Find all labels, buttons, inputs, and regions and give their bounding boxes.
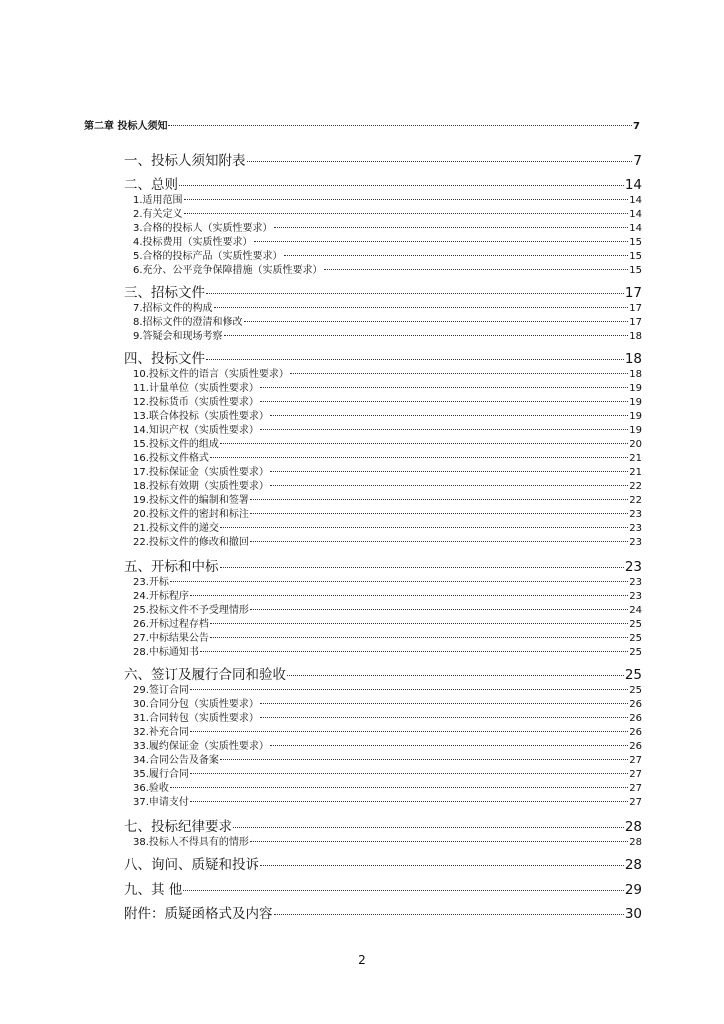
toc-page: 27 [629, 769, 642, 780]
dot-leader [290, 373, 628, 374]
toc-page: 21 [629, 467, 642, 478]
toc-page: 18 [629, 369, 642, 380]
toc-page: 27 [629, 755, 642, 766]
toc-item-12[interactable] [133, 393, 642, 408]
toc-page: 26 [629, 713, 642, 724]
toc-item-10[interactable] [133, 365, 642, 380]
dot-leader [170, 581, 628, 582]
toc-page: 18 [624, 351, 642, 367]
dot-leader [184, 199, 629, 200]
toc-label: 38.投标人不得具有的情形 [133, 837, 249, 848]
toc-label: 9.答疑会和现场考察 [133, 331, 223, 342]
toc-item-35[interactable] [133, 765, 642, 780]
toc-item-26[interactable] [133, 615, 642, 630]
toc-page: 19 [629, 383, 642, 394]
toc-page: 23 [629, 577, 642, 588]
toc-item-27[interactable] [133, 629, 642, 644]
toc-item-11[interactable] [133, 379, 642, 394]
toc-page: 26 [629, 741, 642, 752]
toc-label: 8.招标文件的澄清和修改 [133, 317, 243, 328]
toc-label: 11.计量单位（实质性要求） [133, 383, 259, 394]
dot-leader [260, 703, 628, 704]
dot-leader [270, 745, 628, 746]
toc-page: 19 [629, 425, 642, 436]
dot-leader [168, 125, 632, 126]
toc-label: 36.验收 [133, 783, 169, 794]
dot-leader [274, 914, 624, 915]
toc-page: 29 [624, 882, 642, 898]
toc-page: 19 [629, 411, 642, 422]
toc-page: 17 [629, 317, 642, 328]
toc-label: 33.履约保证金（实质性要求） [133, 741, 269, 752]
toc-item-4[interactable] [133, 233, 642, 248]
dot-leader [184, 213, 629, 214]
dot-leader [260, 717, 628, 718]
toc-label: 16.投标文件格式 [133, 453, 209, 464]
toc-section-2[interactable] [124, 173, 642, 193]
toc-page: 19 [629, 397, 642, 408]
dot-leader [220, 527, 628, 528]
toc-label: 第二章 投标人须知 [84, 121, 168, 132]
dot-leader [260, 401, 628, 402]
dot-leader [250, 841, 628, 842]
toc-item-36[interactable] [133, 779, 642, 794]
toc-label: 一、投标人须知附表 [124, 153, 246, 169]
dot-leader [200, 651, 628, 652]
toc-section-5[interactable] [124, 555, 642, 575]
dot-leader [250, 609, 628, 610]
dot-leader [190, 773, 628, 774]
toc-appendix[interactable] [124, 902, 642, 922]
toc-page: 26 [629, 699, 642, 710]
toc-label: 九、其 他 [124, 882, 183, 898]
toc-section-9[interactable] [124, 878, 642, 898]
toc-item-14[interactable] [133, 421, 642, 436]
toc-label: 31.合同转包（实质性要求） [133, 713, 259, 724]
toc-label: 八、询问、质疑和投诉 [124, 857, 259, 873]
dot-leader [244, 321, 629, 322]
toc-label: 1.适用范围 [133, 195, 183, 206]
toc-section-4[interactable] [124, 347, 642, 367]
toc-item-38[interactable] [133, 833, 642, 848]
toc-label: 7.招标文件的构成 [133, 303, 213, 314]
toc-page: 17 [624, 285, 642, 301]
dot-leader [260, 429, 628, 430]
dot-leader [270, 471, 628, 472]
toc-page: 25 [629, 647, 642, 658]
dot-leader [220, 759, 628, 760]
dot-leader [206, 359, 624, 360]
toc-label: 20.投标文件的密封和标注 [133, 509, 249, 520]
toc-label: 12.投标货币（实质性要求） [133, 397, 259, 408]
toc-page: 30 [624, 906, 642, 922]
dot-leader [190, 731, 628, 732]
toc-label: 二、总则 [124, 177, 178, 193]
toc-section-7[interactable] [124, 815, 642, 835]
toc-item-33[interactable] [133, 737, 642, 752]
toc-item-15[interactable] [133, 435, 642, 450]
toc-item-32[interactable] [133, 723, 642, 738]
toc-page: 28 [624, 857, 642, 873]
dot-leader [284, 255, 629, 256]
toc-page: 15 [629, 265, 642, 276]
toc-item-22[interactable] [133, 533, 642, 548]
toc-label: 10.投标文件的语言（实质性要求） [133, 369, 289, 380]
dot-leader [247, 161, 633, 162]
toc-label: 29.签订合同 [133, 685, 189, 696]
toc-page: 25 [624, 667, 642, 683]
toc-item-24[interactable] [133, 587, 642, 602]
toc-section-8[interactable] [124, 853, 642, 873]
toc-page: 14 [629, 223, 642, 234]
dot-leader [287, 675, 624, 676]
toc-label: 15.投标文件的组成 [133, 439, 219, 450]
toc-label: 四、投标文件 [124, 351, 205, 367]
toc-label: 19.投标文件的编制和签署 [133, 495, 249, 506]
dot-leader [233, 827, 624, 828]
dot-leader [179, 185, 624, 186]
toc-label: 17.投标保证金（实质性要求） [133, 467, 269, 478]
toc-item-6[interactable] [133, 261, 642, 276]
toc-page: 20 [629, 439, 642, 450]
toc-label: 28.中标通知书 [133, 647, 199, 658]
toc-chapter-2[interactable] [84, 117, 640, 132]
page-number: 2 [358, 953, 366, 967]
dot-leader [220, 567, 624, 568]
dot-leader [206, 293, 624, 294]
toc-item-19[interactable] [133, 491, 642, 506]
toc-label: 35.履行合同 [133, 769, 189, 780]
toc-item-20[interactable] [133, 505, 642, 520]
toc-label: 附件：质疑函格式及内容 [124, 906, 273, 922]
toc-label: 23.开标 [133, 577, 169, 588]
toc-page: 23 [624, 559, 642, 575]
dot-leader [260, 387, 628, 388]
toc-page: 14 [624, 177, 642, 193]
toc-label: 五、开标和中标 [124, 559, 219, 575]
toc-section-1[interactable] [124, 149, 642, 169]
toc-label: 三、招标文件 [124, 285, 205, 301]
dot-leader [224, 335, 629, 336]
toc-label: 22.投标文件的修改和撤回 [133, 537, 249, 548]
toc-item-21[interactable] [133, 519, 642, 534]
dot-leader [214, 307, 629, 308]
toc-page: 26 [629, 727, 642, 738]
dot-leader [170, 787, 628, 788]
toc-label: 6.充分、公平竞争保障措施（实质性要求） [133, 265, 323, 276]
dot-leader [183, 890, 624, 891]
dot-leader [260, 865, 624, 866]
toc-page: 21 [629, 453, 642, 464]
toc-label: 21.投标文件的递交 [133, 523, 219, 534]
toc-item-9[interactable] [133, 327, 642, 342]
toc-label: 37.申请支付 [133, 797, 189, 808]
toc-label: 13.联合体投标（实质性要求） [133, 411, 269, 422]
toc-page: 18 [629, 331, 642, 342]
toc-label: 30.合同分包（实质性要求） [133, 699, 259, 710]
toc-label: 七、投标纪律要求 [124, 819, 232, 835]
toc-page: 25 [629, 619, 642, 630]
toc-page: 25 [629, 633, 642, 644]
toc-label: 32.补充合同 [133, 727, 189, 738]
dot-leader [250, 541, 628, 542]
toc-item-31[interactable] [133, 709, 642, 724]
dot-leader [210, 637, 628, 638]
toc-page: 25 [629, 685, 642, 696]
toc-label: 25.投标文件不予受理情形 [133, 605, 249, 616]
dot-leader [270, 485, 628, 486]
toc-item-28[interactable] [133, 643, 642, 658]
toc-page: 24 [629, 605, 642, 616]
toc-item-2[interactable] [133, 205, 642, 220]
toc-label: 4.投标费用（实质性要求） [133, 237, 253, 248]
toc-item-1[interactable] [133, 191, 642, 206]
toc-page: 14 [629, 195, 642, 206]
toc-page: 22 [629, 495, 642, 506]
toc-item-7[interactable] [133, 299, 642, 314]
toc-item-17[interactable] [133, 463, 642, 478]
toc-item-23[interactable] [133, 573, 642, 588]
toc-item-8[interactable] [133, 313, 642, 328]
toc-page: 23 [629, 591, 642, 602]
dot-leader [190, 801, 628, 802]
toc-label: 26.开标过程存档 [133, 619, 209, 630]
toc-item-25[interactable] [133, 601, 642, 616]
toc-page: 23 [629, 509, 642, 520]
toc-page: 27 [629, 783, 642, 794]
toc-item-16[interactable] [133, 449, 642, 464]
toc-item-34[interactable] [133, 751, 642, 766]
toc-item-13[interactable] [133, 407, 642, 422]
dot-leader [250, 499, 628, 500]
toc-page: 22 [629, 481, 642, 492]
toc-item-18[interactable] [133, 477, 642, 492]
toc-page: 27 [629, 797, 642, 808]
dot-leader [254, 241, 629, 242]
toc-page: 28 [629, 837, 642, 848]
toc-page: 17 [629, 303, 642, 314]
toc-label: 2.有关定义 [133, 209, 183, 220]
toc-section-3[interactable] [124, 281, 642, 301]
toc-page: 23 [629, 537, 642, 548]
toc-item-37[interactable] [133, 793, 642, 808]
toc-label: 14.知识产权（实质性要求） [133, 425, 259, 436]
toc-label: 5.合格的投标产品（实质性要求） [133, 251, 283, 262]
toc-page: 15 [629, 251, 642, 262]
toc-label: 18.投标有效期（实质性要求） [133, 481, 269, 492]
toc-page: 28 [624, 819, 642, 835]
toc-item-3[interactable] [133, 219, 642, 234]
toc-label: 34.合同公告及备案 [133, 755, 219, 766]
dot-leader [210, 623, 628, 624]
toc-item-5[interactable] [133, 247, 642, 262]
toc-page: 15 [629, 237, 642, 248]
dot-leader [270, 415, 628, 416]
toc-page: 7 [633, 153, 642, 169]
toc-section-6[interactable] [124, 663, 642, 683]
dot-leader [190, 689, 628, 690]
toc-label: 24.开标程序 [133, 591, 189, 602]
toc-page: 14 [629, 209, 642, 220]
toc-label: 27.中标结果公告 [133, 633, 209, 644]
dot-leader [250, 513, 628, 514]
toc-page: 23 [629, 523, 642, 534]
dot-leader [220, 443, 628, 444]
dot-leader [210, 457, 628, 458]
dot-leader [324, 269, 629, 270]
toc-item-30[interactable] [133, 695, 642, 710]
toc-label: 六、签订及履行合同和验收 [124, 667, 286, 683]
toc-item-29[interactable] [133, 681, 642, 696]
dot-leader [274, 227, 629, 228]
toc-page: 7 [633, 121, 640, 132]
dot-leader [190, 595, 628, 596]
toc-label: 3.合格的投标人（实质性要求） [133, 223, 273, 234]
